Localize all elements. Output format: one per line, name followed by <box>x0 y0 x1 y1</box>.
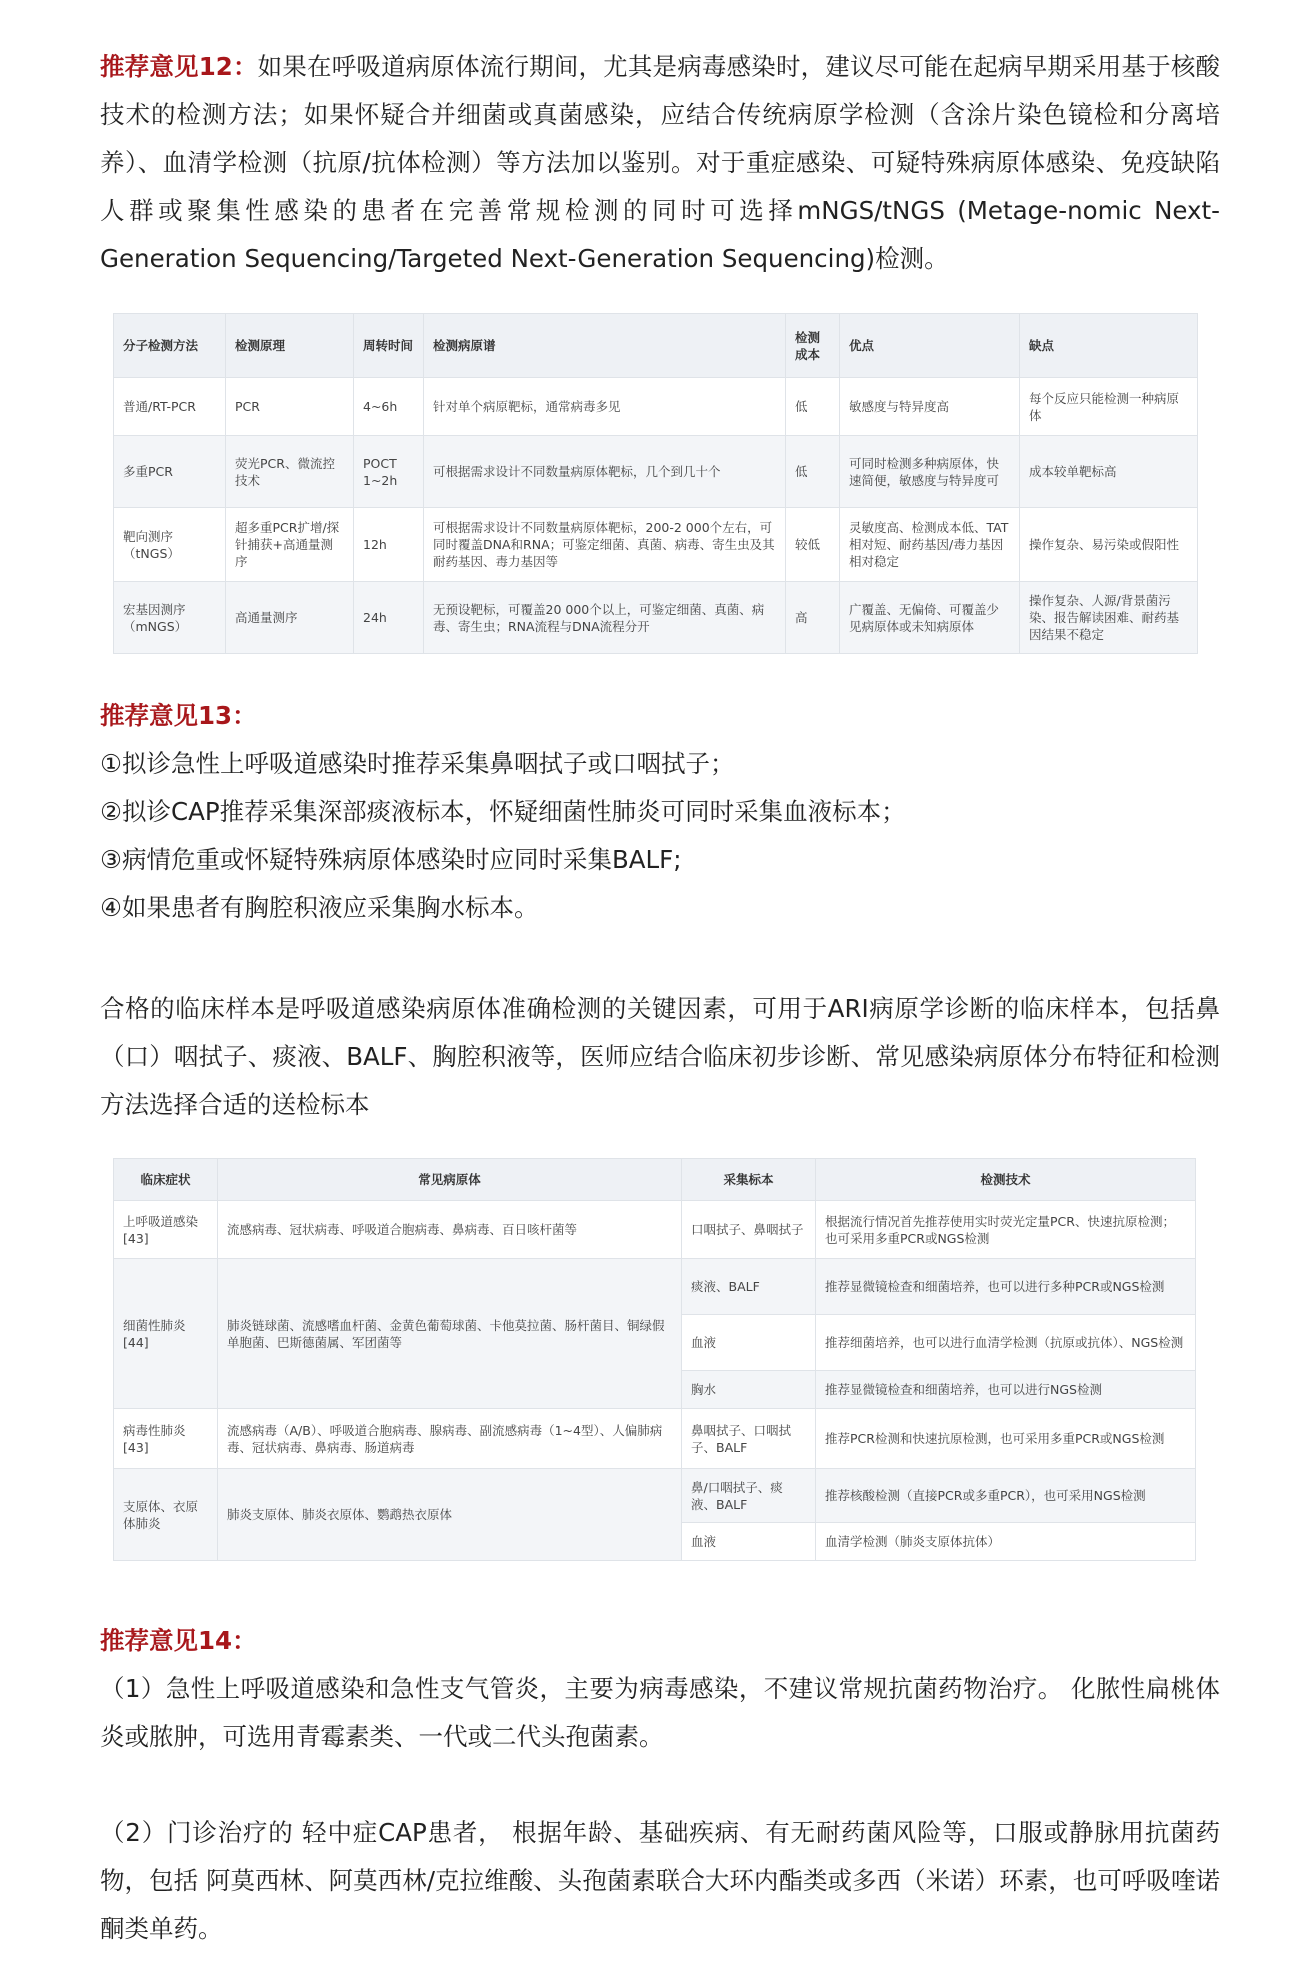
column-header: 检测技术 <box>816 1159 1196 1201</box>
paragraph-spacer <box>100 1761 1220 1809</box>
table-cell: 操作复杂、人源/背景菌污染、报告解读困难、耐药基因结果不稳定 <box>1020 582 1198 654</box>
column-header: 缺点 <box>1020 314 1198 378</box>
table-cell: 无预设靶标，可覆盖20 000个以上，可鉴定细菌、真菌、病毒、寄生虫；RNA流程与DNA流程分开 <box>424 582 786 654</box>
molecular-methods-table <box>113 313 1198 654</box>
recommendation-13-item: ③病情危重或怀疑特殊病原体感染时应同时采集BALF; <box>100 845 682 874</box>
table-cell: PCR <box>226 378 354 436</box>
table-cell: 较低 <box>786 508 840 582</box>
column-header: 优点 <box>840 314 1020 378</box>
table-cell: 荧光PCR、微流控技术 <box>226 436 354 508</box>
column-header: 分子检测方法 <box>114 314 226 378</box>
specimen-paragraph-text: 合格的临床样本是呼吸道感染病原体准确检测的关键因素，可用于ARI病原学诊断的临床样本，包括鼻（口）咽拭子、痰液、BALF、胸腔积液等，医师应结合临床初步诊断、常见感染病原体分布特征和检测方法选择合适的送检标本 <box>100 994 1220 1119</box>
recommendation-13 <box>100 692 1220 932</box>
specimen-table <box>113 1158 1196 1561</box>
table-cell: 每个反应只能检测一种病原体 <box>1020 378 1198 436</box>
specimen-cell: 胸水 <box>682 1371 816 1409</box>
technique-cell: 推荐PCR检测和快速抗原检测，也可采用多重PCR或NGS检测 <box>816 1409 1196 1469</box>
table-cell: 广覆盖、无偏倚、可覆盖少见病原体或未知病原体 <box>840 582 1020 654</box>
table-cell: 宏基因测序（mNGS） <box>114 582 226 654</box>
table-header-row <box>114 1159 1196 1201</box>
table-cell: 4~6h <box>354 378 424 436</box>
pathogen-cell: 肺炎链球菌、流感嗜血杆菌、金黄色葡萄球菌、卡他莫拉菌、肠杆菌目、铜绿假单胞菌、巴斯德菌属、军团菌等 <box>218 1259 682 1409</box>
column-header: 临床症状 <box>114 1159 218 1201</box>
table-cell: 24h <box>354 582 424 654</box>
table-cell: 操作复杂、易污染或假阳性 <box>1020 508 1198 582</box>
symptom-cell: 病毒性肺炎 [43] <box>114 1409 218 1469</box>
table-cell: 普通/RT-PCR <box>114 378 226 436</box>
recommendation-13-heading: 推荐意见13： <box>100 701 257 730</box>
table-cell: 12h <box>354 508 424 582</box>
technique-cell: 血清学检测（肺炎支原体抗体） <box>816 1523 1196 1561</box>
table-cell: 靶向测序（tNGS） <box>114 508 226 582</box>
specimen-cell: 口咽拭子、鼻咽拭子 <box>682 1201 816 1259</box>
symptom-cell: 上呼吸道感染 [43] <box>114 1201 218 1259</box>
column-header: 检测原理 <box>226 314 354 378</box>
technique-cell: 推荐显微镜检查和细菌培养，也可以进行NGS检测 <box>816 1371 1196 1409</box>
specimen-cell: 痰液、BALF <box>682 1259 816 1315</box>
recommendation-12-text: 如果在呼吸道病原体流行期间，尤其是病毒感染时，建议尽可能在起病早期采用基于核酸技术的检测方法；如果怀疑合并细菌或真菌感染，应结合传统病原学检测（含涂片染色镜检和分离培养）、血清学检测（抗原/抗体检测）等方法加以鉴别。对于重症感染、可疑特殊病原体感染、免疫缺陷人群或聚集性感染的患者在完善常规检测的同时可选择mNGS/tNGS (Metage-nomic Next-Generation Sequencing/Targeted Next-Generation Sequencing)检测。 <box>100 52 1220 273</box>
column-header: 检测成本 <box>786 314 840 378</box>
table-cell: 超多重PCR扩增/探针捕获+高通量测序 <box>226 508 354 582</box>
pathogen-cell: 肺炎支原体、肺炎衣原体、鹦鹉热衣原体 <box>218 1469 682 1561</box>
table-cell: 针对单个病原靶标，通常病毒多见 <box>424 378 786 436</box>
table-cell: 敏感度与特异度高 <box>840 378 1020 436</box>
specimen-paragraph <box>100 985 1220 1129</box>
symptom-cell: 支原体、衣原体肺炎 <box>114 1469 218 1561</box>
table-row <box>114 508 1198 582</box>
recommendation-13-item: ②拟诊CAP推荐采集深部痰液标本，怀疑细菌性肺炎可同时采集血液标本； <box>100 797 906 826</box>
pathogen-cell: 流感病毒（A/B）、呼吸道合胞病毒、腺病毒、副流感病毒（1~4型）、人偏肺病毒、冠状病毒、鼻病毒、肠道病毒 <box>218 1409 682 1469</box>
symptom-cell: 细菌性肺炎 [44] <box>114 1259 218 1409</box>
table-cell: 低 <box>786 436 840 508</box>
specimen-cell: 鼻咽拭子、口咽拭子、BALF <box>682 1409 816 1469</box>
table-cell: 成本较单靶标高 <box>1020 436 1198 508</box>
table-cell: 灵敏度高、检测成本低、TAT相对短、耐药基因/毒力基因相对稳定 <box>840 508 1020 582</box>
specimen-cell: 鼻/口咽拭子、痰液、BALF <box>682 1469 816 1523</box>
table-row <box>114 1469 1196 1523</box>
technique-cell: 推荐细菌培养，也可以进行血清学检测（抗原或抗体）、NGS检测 <box>816 1315 1196 1371</box>
table-cell: 可根据需求设计不同数量病原体靶标，几个到几十个 <box>424 436 786 508</box>
recommendation-14-heading: 推荐意见14： <box>100 1626 257 1655</box>
table-cell: 低 <box>786 378 840 436</box>
technique-cell: 根据流行情况首先推荐使用实时荧光定量PCR、快速抗原检测；也可采用多重PCR或NGS检测 <box>816 1201 1196 1259</box>
table-row <box>114 1259 1196 1315</box>
recommendation-14-point-2: （2）门诊治疗的 轻中症CAP患者， 根据年龄、基础疾病、有无耐药菌风险等，口服或静脉用抗菌药物，包括 阿莫西林、阿莫西林/克拉维酸、头孢菌素联合大环内酯类或多西（米诺）环素，也可呼吸喹诺酮类单药。 <box>100 1818 1220 1943</box>
table-cell: 高通量测序 <box>226 582 354 654</box>
recommendation-12-heading: 推荐意见12： <box>100 52 258 81</box>
table-row <box>114 582 1198 654</box>
specimen-cell: 血液 <box>682 1523 816 1561</box>
recommendation-14-point-1: （1）急性上呼吸道感染和急性支气管炎，主要为病毒感染，不建议常规抗菌药物治疗。 化脓性扁桃体炎或脓肿，可选用青霉素类、一代或二代头孢菌素。 <box>100 1674 1220 1751</box>
column-header: 采集标本 <box>682 1159 816 1201</box>
recommendation-13-item: ④如果患者有胸腔积液应采集胸水标本。 <box>100 893 539 922</box>
table-cell: POCT 1~2h <box>354 436 424 508</box>
technique-cell: 推荐显微镜检查和细菌培养，也可以进行多种PCR或NGS检测 <box>816 1259 1196 1315</box>
table-cell: 高 <box>786 582 840 654</box>
column-header: 常见病原体 <box>218 1159 682 1201</box>
table-row <box>114 378 1198 436</box>
specimen-cell: 血液 <box>682 1315 816 1371</box>
table-row <box>114 436 1198 508</box>
recommendation-14 <box>100 1617 1220 1953</box>
table-cell: 可同时检测多种病原体，快速简便，敏感度与特异度可 <box>840 436 1020 508</box>
recommendation-12 <box>100 43 1220 283</box>
table-cell: 多重PCR <box>114 436 226 508</box>
technique-cell: 推荐核酸检测（直接PCR或多重PCR），也可采用NGS检测 <box>816 1469 1196 1523</box>
table-header-row <box>114 314 1198 378</box>
table-row <box>114 1201 1196 1259</box>
pathogen-cell: 流感病毒、冠状病毒、呼吸道合胞病毒、鼻病毒、百日咳杆菌等 <box>218 1201 682 1259</box>
recommendation-13-item: ①拟诊急性上呼吸道感染时推荐采集鼻咽拭子或口咽拭子； <box>100 749 735 778</box>
column-header: 周转时间 <box>354 314 424 378</box>
column-header: 检测病原谱 <box>424 314 786 378</box>
table-cell: 可根据需求设计不同数量病原体靶标，200-2 000个左右，可同时覆盖DNA和RNA；可鉴定细菌、真菌、病毒、寄生虫及其耐药基因、毒力基因等 <box>424 508 786 582</box>
table-row <box>114 1409 1196 1469</box>
